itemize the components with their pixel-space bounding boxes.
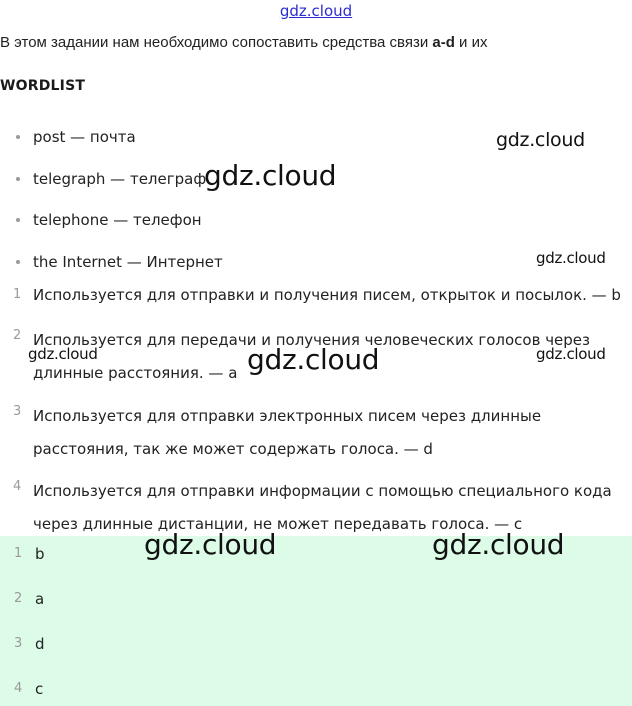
bullet-icon	[16, 218, 20, 222]
clipped-text-line	[82, 62, 102, 66]
description-number: 3	[13, 404, 22, 419]
description-text: Используется для отправки информации с помощью специального кода через длинные дистанции, не может передавать голоса. — c	[33, 482, 612, 533]
watermark: gdz.cloud	[247, 343, 380, 376]
description-text: Используется для отправки электронных писем через длинные расстояния, так же может содержать голоса. — d	[33, 407, 542, 458]
description-number: 2	[13, 328, 22, 343]
intro-text-bold: a-d	[432, 34, 455, 51]
site-header-link[interactable]: gdz.cloud	[279, 2, 353, 20]
description-number: 4	[13, 479, 22, 494]
wordlist-item-text: the Internet — Интернет	[33, 253, 223, 271]
watermark: gdz.cloud	[536, 249, 606, 267]
description-item	[0, 283, 632, 307]
answer-value: b	[35, 545, 45, 563]
watermark: gdz.cloud	[28, 345, 98, 363]
watermark: gdz.cloud	[432, 528, 565, 561]
description-text: Используется для отправки и получения писем, открыток и посылок. — b	[33, 286, 621, 304]
wordlist-item-text: telephone — телефон	[33, 211, 202, 229]
intro-text-before: В этом задании нам необходимо сопоставить средства связи	[0, 34, 433, 51]
answer-value: d	[35, 635, 45, 653]
watermark: gdz.cloud	[144, 528, 277, 561]
description-number: 1	[13, 287, 22, 302]
intro-text	[0, 32, 487, 54]
answer-value: a	[35, 590, 45, 608]
bullet-icon	[16, 135, 20, 139]
bullet-icon	[16, 177, 20, 181]
description-text: Используется для передачи и получения человеческих голосов через длинные расстояния. — a	[33, 331, 591, 382]
answer-value: c	[35, 680, 44, 698]
wordlist-item-text: post — почта	[33, 128, 136, 146]
wordlist-heading: WORDLIST	[0, 78, 86, 94]
watermark: gdz.cloud	[204, 159, 337, 192]
answer-panel	[0, 536, 632, 706]
wordlist-item-text: telegraph — телеграф	[33, 170, 207, 188]
answer-number: 2	[14, 591, 23, 606]
bullet-icon	[16, 260, 20, 264]
answer-number: 1	[14, 546, 23, 561]
intro-text-after: и их	[454, 34, 488, 51]
watermark: gdz.cloud	[496, 129, 585, 151]
description-item	[0, 400, 632, 466]
watermark: gdz.cloud	[536, 345, 606, 363]
answer-number: 3	[14, 636, 23, 651]
answer-number: 4	[14, 681, 23, 696]
